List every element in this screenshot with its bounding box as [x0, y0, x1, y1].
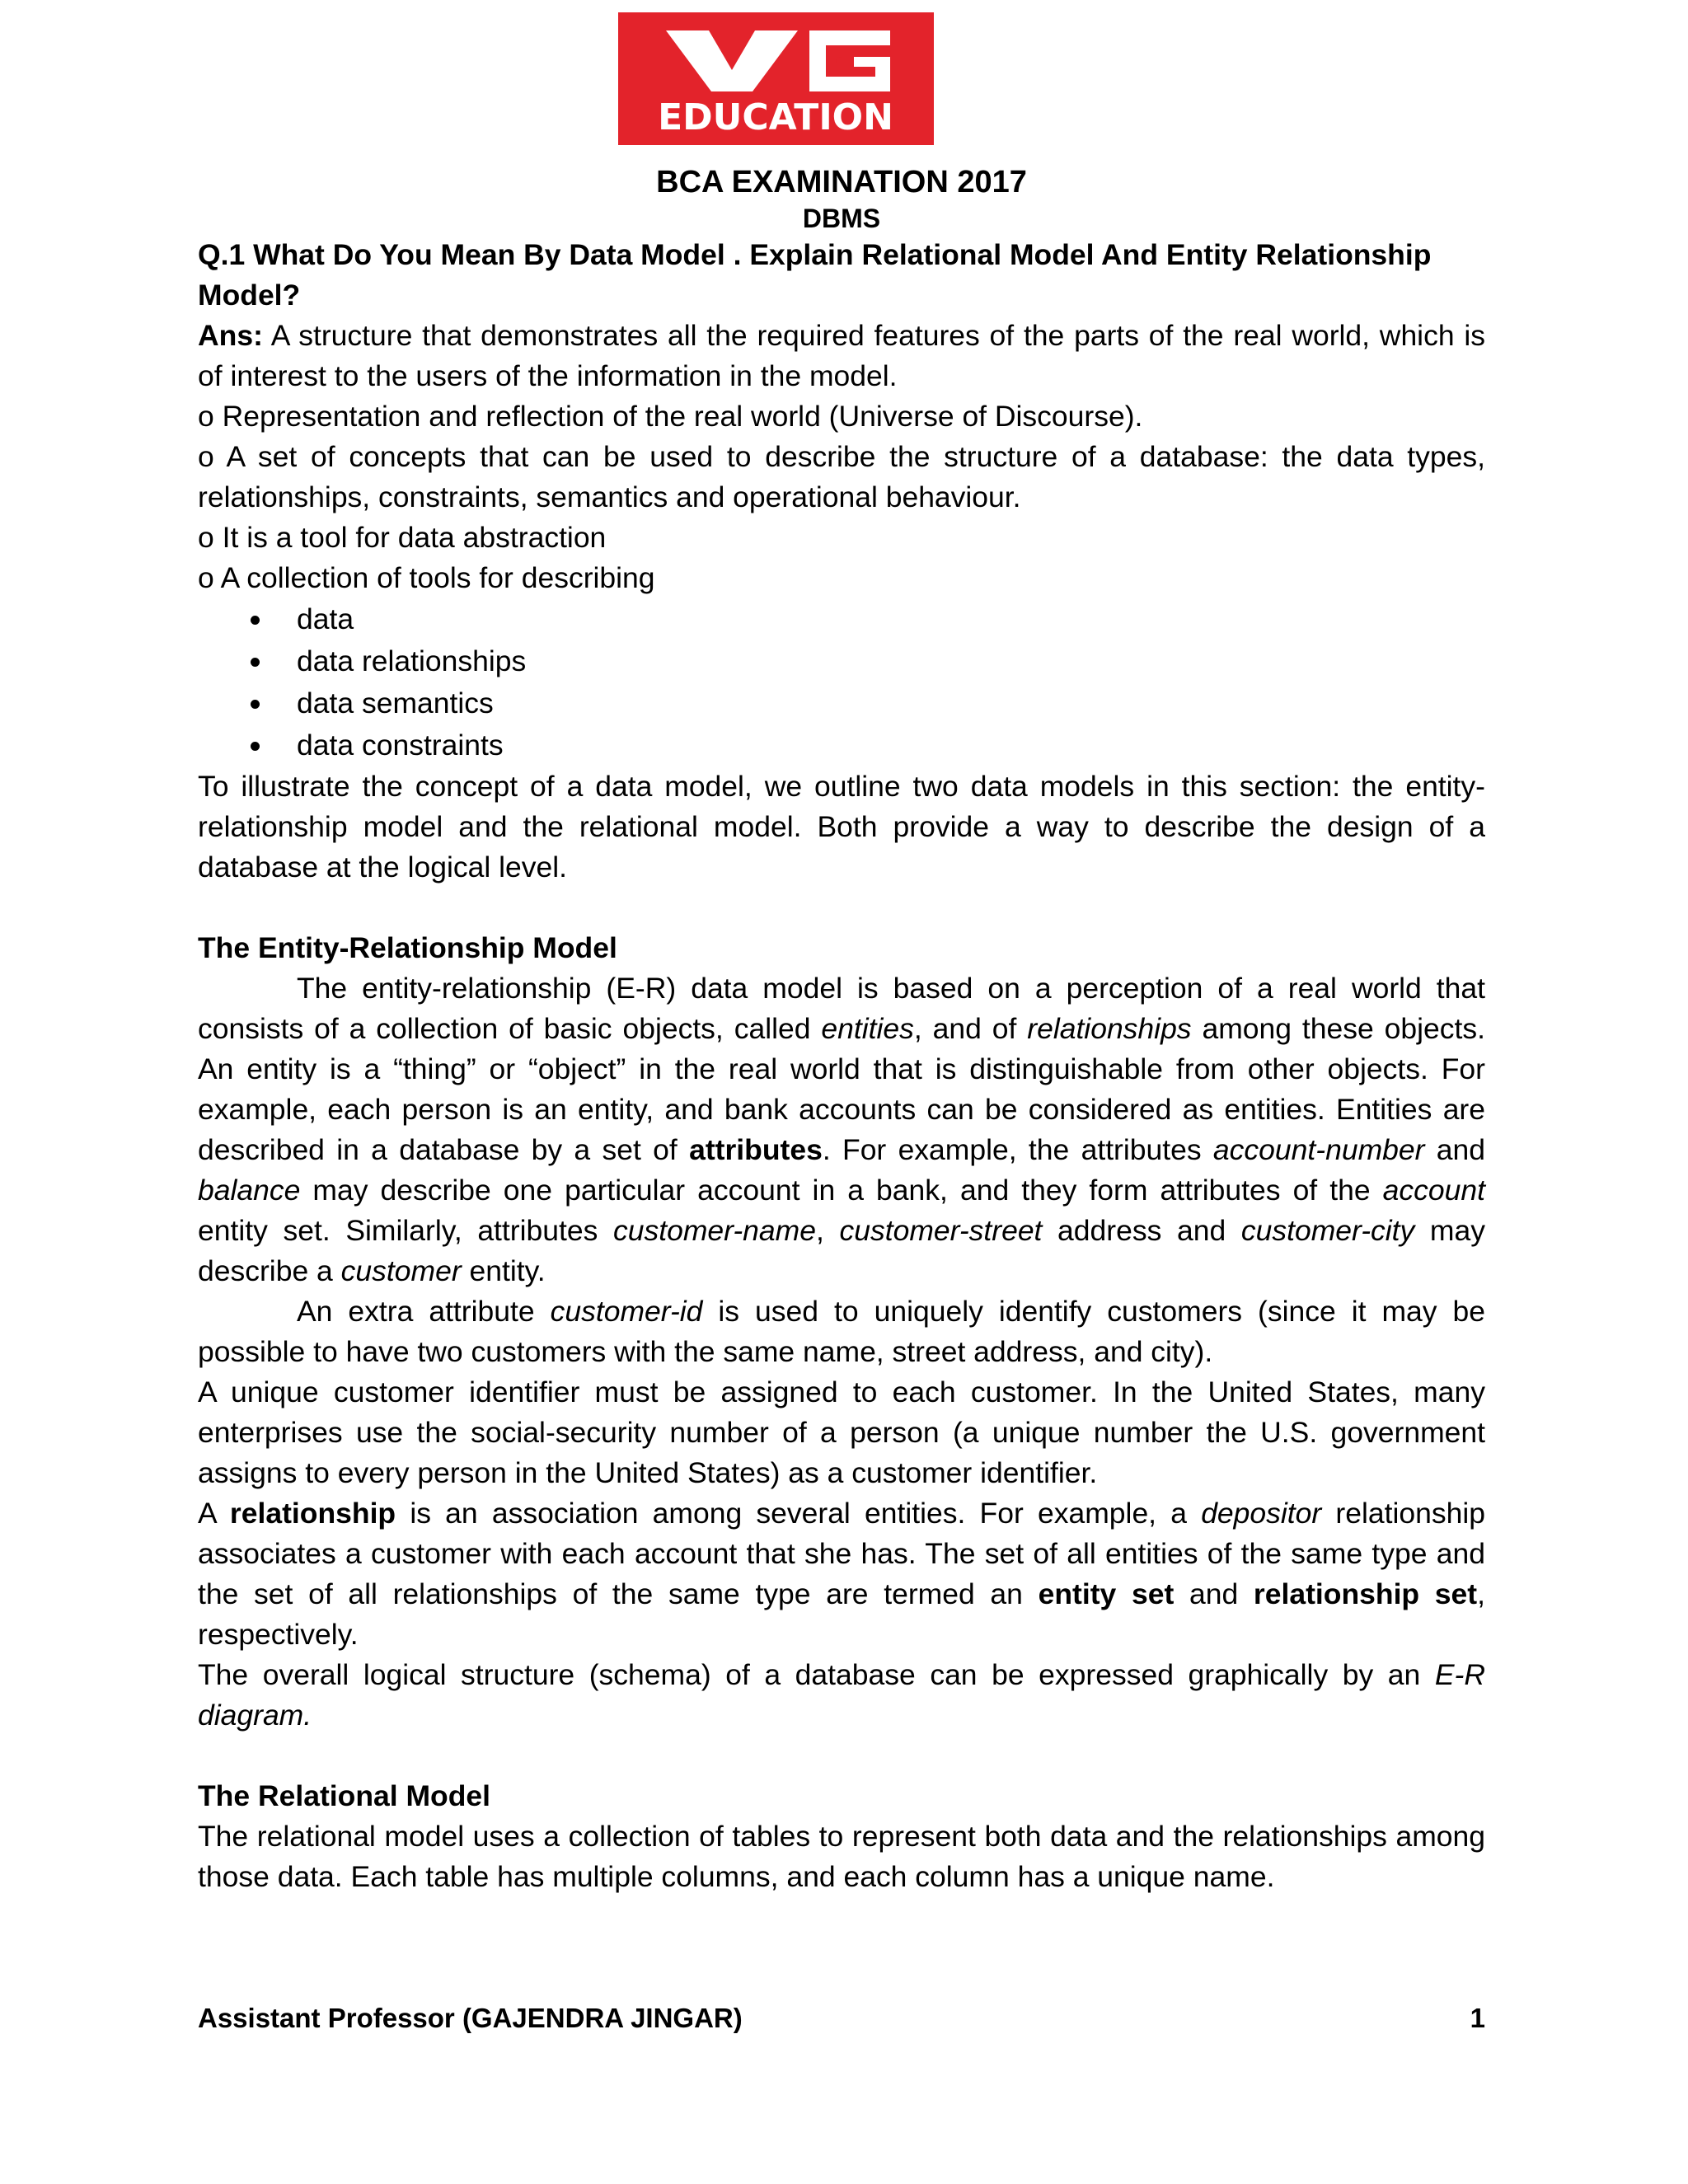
- er-paragraph-5: [198, 1655, 1485, 1736]
- bold-term: relationship set: [1253, 1577, 1478, 1610]
- text-run: is used to uniquely identify customers (since it may be possible to have two customers with the same name, street address, and city).: [198, 1295, 1485, 1368]
- er-paragraph-4: [198, 1493, 1485, 1655]
- bullet-icon: [251, 658, 260, 667]
- bullet-text: data: [297, 602, 354, 635]
- bold-term: attributes: [689, 1133, 823, 1166]
- bullet-icon: [251, 616, 260, 625]
- answer-point: o It is a tool for data abstraction: [198, 521, 607, 554]
- text-run: among these objects. An entity is a “thing” or “object” in the real world that is distinguishable from other objects. For example, each person is an entity, and bank accounts can be considered as entities. Entities are described in a database by a set of: [198, 1012, 1485, 1166]
- text-run: , and of: [913, 1012, 1028, 1045]
- vg-education-logo: [618, 12, 934, 145]
- text-run: relationship associates a customer with each account that she has. The set of all entities of the same type and the set of all relationships of the same type are termed an: [198, 1497, 1485, 1610]
- exam-title: BCA EXAMINATION 2017: [656, 165, 1027, 199]
- page-footer: [198, 2003, 1485, 2034]
- italic-term: customer-city: [1240, 1214, 1415, 1247]
- bullet-item: [198, 598, 1485, 640]
- relational-section-heading: The Relational Model: [198, 1779, 491, 1812]
- subject-title: DBMS: [802, 204, 881, 233]
- italic-term: customer-street: [839, 1214, 1043, 1247]
- text-run: entity.: [461, 1254, 546, 1287]
- answer-point: o Representation and reflection of the real world (Universe of Discourse).: [198, 400, 1143, 433]
- text-run: , respectively.: [198, 1577, 1485, 1651]
- bullet-item: [198, 682, 1485, 724]
- text-run: An extra attribute: [297, 1295, 551, 1328]
- answer-intro: [198, 316, 1485, 396]
- spacer: [198, 1736, 1485, 1776]
- text-run: The overall logical structure (schema) of a database can be expressed graphically by an: [198, 1658, 1435, 1691]
- text-run: ,: [815, 1214, 840, 1247]
- italic-term: account-number: [1212, 1133, 1425, 1166]
- spacer: [198, 888, 1485, 928]
- answer-point: o A collection of tools for describing: [198, 561, 655, 594]
- italic-term: E-R diagram.: [198, 1658, 1485, 1732]
- text-run: The entity-relationship (E-R) data model is based on a perception of a real world that consists of a collection of basic objects, called: [198, 972, 1485, 1045]
- italic-term: entities: [821, 1012, 914, 1045]
- text-run: and: [1424, 1133, 1485, 1166]
- text-run: and: [1174, 1577, 1254, 1610]
- page-number: 1: [1470, 2003, 1485, 2033]
- question-text: Q.1 What Do You Mean By Data Model . Explain Relational Model And Entity Relationship Model?: [198, 238, 1432, 312]
- document-body: [198, 161, 1485, 1897]
- italic-term: account: [1382, 1174, 1485, 1207]
- italic-term: balance: [198, 1174, 301, 1207]
- er-paragraph-3: A unique customer identifier must be assigned to each customer. In the United States, many enterprises use the social-security number of a person (a unique number the U.S. government assigns to every person in the United States) as a customer identifier.: [198, 1376, 1485, 1489]
- answer-point: o A set of concepts that can be used to describe the structure of a database: the data types, relationships, constraints, semantics and operational behaviour.: [198, 440, 1485, 513]
- footer-author: Assistant Professor (GAJENDRA JINGAR): [198, 2003, 743, 2033]
- er-paragraph-1: [198, 968, 1485, 1291]
- text-run: entity set. Similarly, attributes: [198, 1214, 613, 1247]
- bullet-text: data constraints: [297, 729, 504, 762]
- italic-term: customer-id: [550, 1295, 703, 1328]
- answer-summary: To illustrate the concept of a data model, we outline two data models in this section: the entity-relationship model and the relational model. Both provide a way to describe the design of a database at the logical level.: [198, 770, 1485, 883]
- italic-term: customer-name: [612, 1214, 816, 1247]
- text-run: may describe a: [198, 1214, 1485, 1287]
- bold-term: entity set: [1038, 1577, 1175, 1610]
- answer-intro-text: A structure that demonstrates all the required features of the parts of the real world, which is of interest to the users of the information in the model.: [198, 319, 1485, 392]
- bold-term: relationship: [229, 1497, 396, 1530]
- italic-term: customer: [340, 1254, 462, 1287]
- text-run: A: [198, 1497, 230, 1530]
- bullet-item: [198, 724, 1485, 766]
- relational-paragraph-1: The relational model uses a collection of tables to represent both data and the relationships among those data. Each table has multiple columns, and each column has a unique name.: [198, 1820, 1485, 1893]
- logo-g-dot: [836, 57, 842, 63]
- bullet-text: data relationships: [297, 644, 527, 677]
- er-paragraph-2: [198, 1291, 1485, 1372]
- text-run: address and: [1042, 1214, 1241, 1247]
- logo-text: EDUCATION: [658, 96, 893, 138]
- italic-term: relationships: [1027, 1012, 1192, 1045]
- answer-label: Ans:: [198, 319, 263, 352]
- italic-term: depositor: [1201, 1497, 1322, 1530]
- text-run: is an association among several entities. For example, a: [396, 1497, 1202, 1530]
- er-section-heading: The Entity-Relationship Model: [198, 931, 617, 964]
- bullet-icon: [251, 742, 260, 751]
- text-run: . For example, the attributes: [822, 1133, 1213, 1166]
- bullet-item: [198, 640, 1485, 682]
- text-run: may describe one particular account in a bank, and they form attributes of the: [300, 1174, 1383, 1207]
- bullet-text: data semantics: [297, 687, 494, 719]
- bullet-list: [198, 598, 1485, 766]
- bullet-icon: [251, 700, 260, 709]
- logo-graphic: [618, 12, 934, 145]
